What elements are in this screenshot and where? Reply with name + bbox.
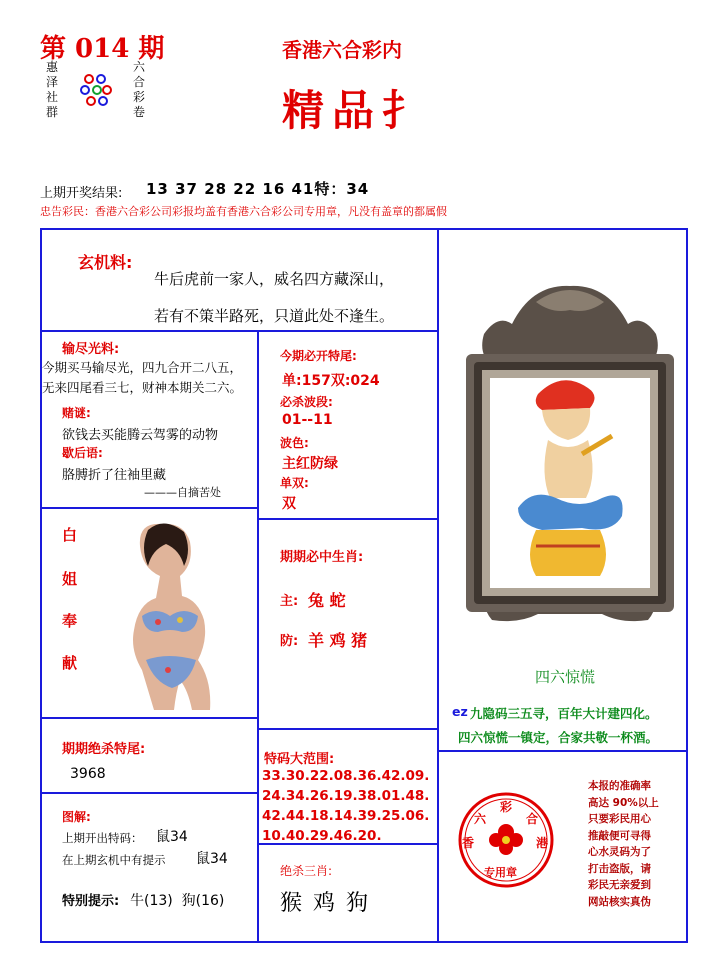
fanwei-row: 33.30.22.08.36.42.09. bbox=[262, 768, 430, 784]
stamp-text-top: 彩 bbox=[500, 800, 513, 814]
divider bbox=[438, 750, 688, 752]
accuracy-notice bbox=[588, 778, 688, 910]
xuanji-line-2: 若有不策半路死，只道此处不逢生。 bbox=[154, 307, 395, 325]
shawang-value: 猴 鸡 狗 bbox=[280, 891, 370, 916]
baijie-char-3: 奉 bbox=[62, 612, 78, 630]
lottery-logo-icon bbox=[78, 72, 116, 112]
tema-value: 单:157双:024 bbox=[282, 373, 380, 389]
stamp-text-tr: 合 bbox=[526, 812, 539, 826]
shengxiao-main-value: 兔 蛇 bbox=[308, 591, 346, 610]
danshuang-label: 单双: bbox=[280, 476, 309, 490]
shengxiao-fang-value: 羊 鸡 猪 bbox=[308, 631, 368, 650]
page-title: 精品扌 bbox=[282, 86, 433, 135]
accuracy-line: 推敲便可寻得 bbox=[588, 829, 651, 842]
accuracy-line: 高达 90%以上 bbox=[588, 796, 659, 809]
juesha-value: 3968 bbox=[70, 766, 106, 782]
divider bbox=[258, 518, 438, 520]
tema-label: 今期必开特尾: bbox=[280, 349, 357, 363]
tishi-value: 牛(13) 狗(16) bbox=[130, 893, 225, 909]
accuracy-line: 只要彩民用心 bbox=[588, 813, 651, 825]
tujie-row-2-value: 鼠34 bbox=[196, 851, 228, 867]
stamp-text-left: 香 bbox=[462, 836, 475, 850]
fanwei-row: 10.40.29.46.20. bbox=[262, 828, 382, 844]
divider bbox=[257, 330, 259, 943]
accuracy-line: 网站核实真伪 bbox=[588, 895, 651, 908]
picture-poem-line-2: 四六惊慌一镇定，合家共敬一杯酒。 bbox=[458, 730, 659, 745]
bosha-label: 必杀波段: bbox=[280, 395, 333, 409]
stamp-text-bottom: 专用章 bbox=[484, 866, 517, 879]
accuracy-line: 本报的准确率 bbox=[588, 780, 651, 792]
xiehou-author: ———自摘苦处 bbox=[144, 486, 221, 499]
divider bbox=[258, 728, 438, 730]
shujin-line-1: 今期买马输尽光，四九合开二八五， bbox=[42, 360, 243, 375]
fanwei-label: 特码大范围: bbox=[264, 752, 335, 767]
tujie-row-1-value: 鼠34 bbox=[156, 829, 188, 845]
shengxiao-label: 期期必中生肖: bbox=[280, 550, 364, 565]
fanwei-row: 42.44.18.14.39.25.06. bbox=[262, 808, 430, 824]
last-result-numbers: 13 37 28 22 16 41特：34 bbox=[146, 180, 370, 198]
stamp-text-tl: 六 bbox=[474, 812, 487, 826]
tujie-row-2-label: 在上期玄机中有提示 bbox=[62, 853, 166, 867]
bikini-model-photo bbox=[118, 520, 222, 712]
bosha-value: 01--11 bbox=[282, 412, 333, 428]
tujie-row-1-label: 上期开出特码： bbox=[62, 831, 143, 845]
shujin-label: 输尽光料: bbox=[62, 342, 120, 357]
xiehou-label: 歇后语: bbox=[62, 446, 103, 460]
bose-value: 主红防绿 bbox=[282, 456, 338, 472]
dumi-label: 赌谜: bbox=[62, 406, 91, 420]
xuanji-line-1: 牛后虎前一家人，威名四方藏深山， bbox=[154, 270, 395, 288]
xiehou-text: 胳膊折了往袖里藏 bbox=[62, 468, 167, 483]
picture-caption: 四六惊慌 bbox=[535, 668, 596, 686]
notice-text: 忠告彩民：香港六合彩公司彩报均盖有香港六合彩公司专用章，凡没有盖章的都属假 bbox=[40, 205, 447, 218]
left-vertical-text: 惠 泽 社 群 bbox=[46, 60, 59, 119]
divider bbox=[437, 230, 439, 943]
accuracy-line: 打击盗版，请 bbox=[588, 862, 651, 875]
last-result-label: 上期开奖结果: bbox=[40, 186, 123, 201]
shujin-line-2: 无来四尾看三七，财神本期关二六。 bbox=[42, 380, 243, 395]
issue-number: 第 014 期 bbox=[40, 34, 165, 64]
dumi-text: 欲钱去买能腾云驾雾的动物 bbox=[62, 428, 219, 443]
right-vertical-text: 六 合 彩 卷 bbox=[133, 60, 146, 119]
baijie-char-1: 白 bbox=[62, 526, 78, 544]
divider bbox=[42, 507, 258, 509]
tujie-label: 图解: bbox=[62, 810, 91, 824]
shengxiao-main-label: 主: bbox=[280, 594, 299, 609]
tishi-label: 特别提示: bbox=[62, 894, 120, 909]
picture-poem-line-1: 九隐码三五寻，百年大计建四化。 bbox=[470, 706, 658, 721]
juesha-label: 期期绝杀特尾: bbox=[62, 742, 146, 757]
divider bbox=[42, 330, 438, 332]
bose-label: 波色: bbox=[280, 436, 309, 450]
stamp-text-right: 港 bbox=[536, 836, 549, 850]
baijie-char-4: 献 bbox=[62, 654, 78, 672]
picture-poem-icon: ez bbox=[452, 704, 468, 719]
shawang-label: 绝杀三肖: bbox=[280, 864, 333, 878]
subtitle: 香港六合彩内 bbox=[282, 38, 402, 62]
xuanji-label: 玄机料: bbox=[78, 253, 133, 272]
accuracy-line: 彩民无亲爱到 bbox=[588, 879, 651, 891]
baijie-char-2: 姐 bbox=[62, 570, 78, 588]
divider bbox=[42, 792, 258, 794]
divider bbox=[42, 717, 258, 719]
danshuang-value: 双 bbox=[282, 496, 296, 512]
fanwei-row: 24.34.26.19.38.01.48. bbox=[262, 788, 430, 804]
shengxiao-fang-label: 防: bbox=[280, 634, 299, 649]
accuracy-line: 心水灵码为了 bbox=[588, 846, 651, 858]
ornate-picture-frame bbox=[452, 284, 688, 624]
